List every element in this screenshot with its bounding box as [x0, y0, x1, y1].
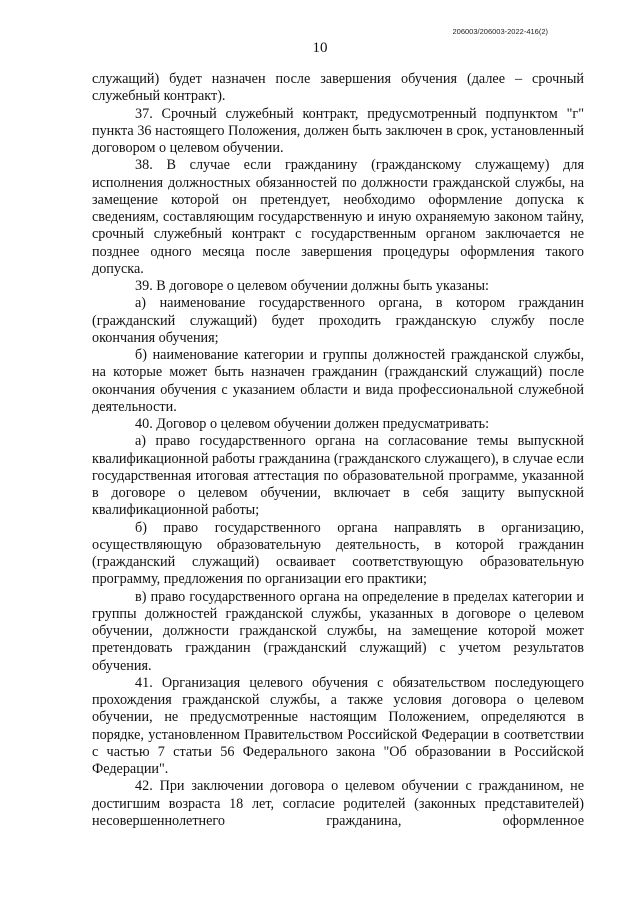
document-body	[92, 71, 584, 830]
paragraph-39-b: б) наименование категории и группы должностей гражданской службы, на которые может быть назначен гражданин (гражданский служащий) после окончания обучения с указанием области и вида профессиональной служебной деятельности.	[92, 347, 584, 415]
paragraph-37: 37. Срочный служебный контракт, предусмотренный подпунктом "г" пункта 36 настоящего Положения, должен быть заключен в срок, установленный договором о целевом обучении.	[92, 105, 584, 156]
paragraph-40-b: б) право государственного органа направлять в организацию, осуществляющую образовательную деятельность, в которой гражданин (гражданский служащий) осваивает соответствующую образовательную программу, предложения по организации его практики;	[92, 519, 584, 588]
paragraph-41: 41. Организация целевого обучения с обязательством последующего прохождения гражданской службы, а также условия договора о целевом обучении, не предусмотренные настоящим Положением, определяются в порядке, установленном Правительством Российской Федерации в соответствии с частью 7 статьи 56 Федерального закона "Об образовании в Российской Федерации".	[92, 674, 584, 777]
paragraph-42: 42. При заключении договора о целевом обучении с гражданином, не достигшим возраста 18 лет, согласие родителей (законных представителей) несовершеннолетнего гражданина, оформленное	[92, 778, 584, 829]
paragraph-40-a: а) право государственного органа на согласование темы выпускной квалификационной работы гражданина (гражданского служащего), в случае если государственная итоговая аттестация по образовательной программе, указанной в договоре о целевом обучении, включает в себя защиту выпускной квалификационной работы;	[92, 433, 585, 519]
paragraph-39: 39. В договоре о целевом обучении должны быть указаны:	[135, 278, 489, 294]
document-id: 206003/206003-2022-416(2)	[452, 27, 548, 36]
paragraph-continuation: служащий) будет назначен после завершения обучения (далее – срочный служебный контракт).	[92, 71, 584, 105]
paragraph-38: 38. В случае если гражданину (гражданскому служащему) для исполнения должностных обязанностей по должности гражданской службы, на замещение которой он претендует, необходимо оформление допуска к сведениям, составляющим государственную и иную охраняемую законом тайну, срочный служебный контракт с государственным органом заключается не позднее одного месяца после завершения процедуры оформления такого допуска.	[92, 157, 584, 277]
paragraph-39-a: а) наименование государственного органа, в котором гражданин (гражданский служащий) будет проходить гражданскую службу после окончания обучения;	[92, 295, 584, 346]
paragraph-40: 40. Договор о целевом обучении должен предусматривать:	[135, 416, 490, 432]
page-number: 10	[312, 40, 328, 56]
paragraph-40-v: в) право государственного органа на определение в пределах категории и группы должностей гражданской службы, указанных в договоре о целевом обучении, должности гражданской службы, на замещение которой может претендовать гражданин (гражданский служащий) с учетом результатов обучения.	[92, 588, 584, 674]
